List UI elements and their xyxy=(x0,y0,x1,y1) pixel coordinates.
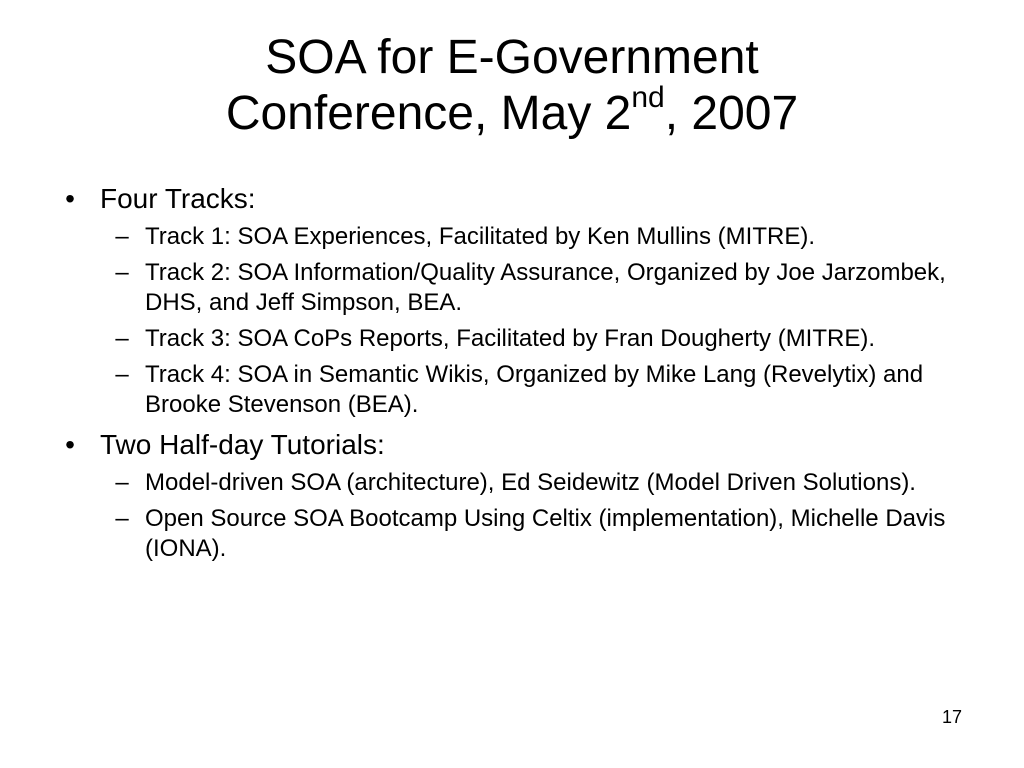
sub-marker: – xyxy=(115,469,129,496)
sub-marker: – xyxy=(115,259,129,286)
list-item-text: Track 4: SOA in Semantic Wikis, Organized by Mike Lang (Revelytix) and Brooke Stevenson (BEA). xyxy=(145,361,924,418)
page-number: 17 xyxy=(941,707,962,727)
tracks-list xyxy=(60,222,960,420)
bullet-label: Two Half-day Tutorials: xyxy=(100,429,385,460)
list-item-text: Track 2: SOA Information/Quality Assurance, Organized by Joe Jarzombek, DHS, and Jeff Simpson, BEA. xyxy=(145,259,946,316)
sub-marker: – xyxy=(115,505,129,532)
slide-body xyxy=(60,182,960,572)
sub-marker: – xyxy=(115,325,129,352)
list-item xyxy=(60,222,960,252)
bullet-four-tracks xyxy=(60,182,960,216)
bullet-marker: • xyxy=(65,429,75,460)
list-item xyxy=(60,258,960,318)
slide-title xyxy=(0,30,1024,142)
title-line-2-prefix: Conference, May 2 xyxy=(225,87,632,140)
list-item xyxy=(60,324,960,354)
list-item xyxy=(60,504,960,564)
list-item-text: Open Source SOA Bootcamp Using Celtix (implementation), Michelle Davis (IONA). xyxy=(145,505,946,562)
list-item-text: Model-driven SOA (architecture), Ed Seidewitz (Model Driven Solutions). xyxy=(145,469,916,496)
bullet-tutorials xyxy=(60,428,960,462)
sub-marker: – xyxy=(115,223,129,250)
bullet-label: Four Tracks: xyxy=(100,183,256,214)
bullet-marker: • xyxy=(65,183,75,214)
tutorials-list xyxy=(60,468,960,564)
title-line-2-suffix: , 2007 xyxy=(664,87,799,140)
title-line-2 xyxy=(0,81,1024,142)
sub-marker: – xyxy=(115,361,129,388)
list-item xyxy=(60,360,960,420)
title-superscript: nd xyxy=(631,81,665,114)
list-item-text: Track 3: SOA CoPs Reports, Facilitated by Fran Dougherty (MITRE). xyxy=(145,325,876,352)
list-item-text: Track 1: SOA Experiences, Facilitated by Ken Mullins (MITRE). xyxy=(145,223,815,250)
title-line-1: SOA for E-Government xyxy=(265,31,759,84)
list-item xyxy=(60,468,960,498)
